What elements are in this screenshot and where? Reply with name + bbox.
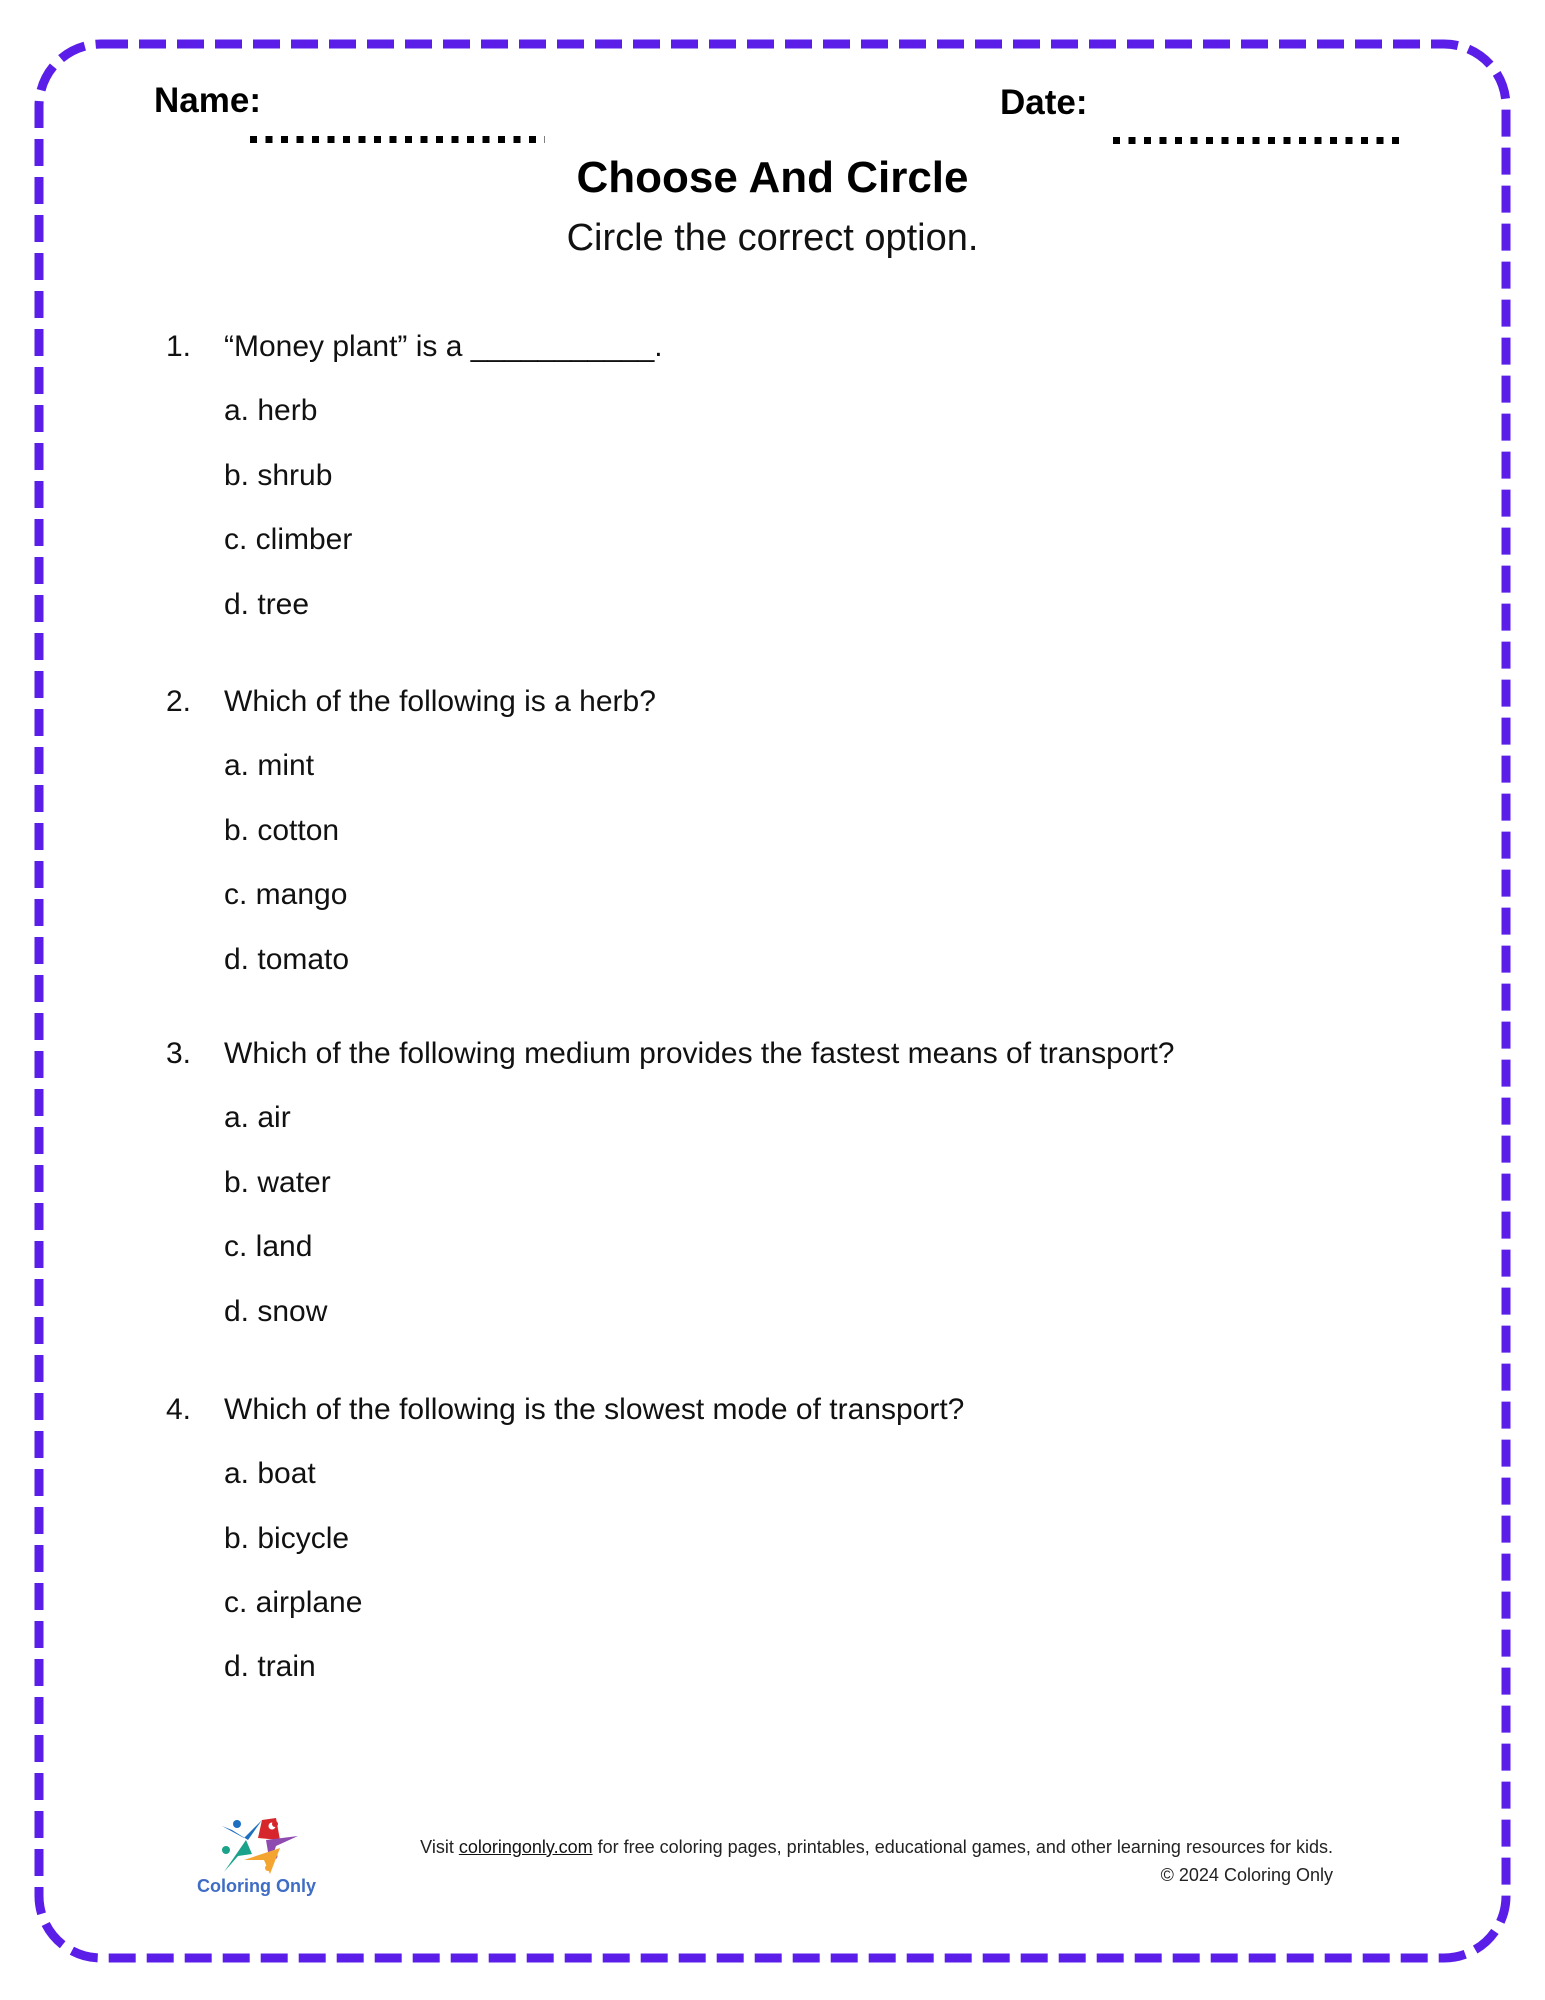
option-b[interactable]: b. water xyxy=(224,1166,331,1199)
colorful-star-people-logo-icon xyxy=(218,1816,302,1876)
option-c[interactable]: c. land xyxy=(224,1230,313,1263)
name-label: Name: xyxy=(154,81,261,120)
option-d[interactable]: d. snow xyxy=(224,1295,328,1328)
option-d[interactable]: d. tomato xyxy=(224,943,350,976)
footer-visit-prefix: Visit xyxy=(420,1837,459,1857)
option-c[interactable]: c. airplane xyxy=(224,1586,363,1619)
question-number: 1. xyxy=(166,330,192,363)
footer-visit-suffix: for free coloring pages, printables, educational games, and other learning resources for kids. xyxy=(592,1837,1333,1857)
date-input-line[interactable] xyxy=(1113,137,1403,144)
option-d[interactable]: d. train xyxy=(224,1650,316,1683)
copyright-text: © 2024 Coloring Only xyxy=(1160,1865,1333,1885)
logo-text: Coloring Only xyxy=(197,1876,316,1896)
name-input-line[interactable] xyxy=(250,136,545,143)
question-text: Which of the following is a herb? xyxy=(224,685,656,718)
date-label: Date: xyxy=(1000,83,1088,122)
option-a[interactable]: a. mint xyxy=(224,749,315,782)
question-text: Which of the following medium provides the fastest means of transport? xyxy=(224,1037,1175,1070)
option-a[interactable]: a. boat xyxy=(224,1457,316,1490)
option-b[interactable]: b. shrub xyxy=(224,459,333,492)
option-d[interactable]: d. tree xyxy=(224,588,310,621)
question-text: “Money plant” is a ___________. xyxy=(224,330,663,363)
option-b[interactable]: b. bicycle xyxy=(224,1522,350,1555)
option-c[interactable]: c. mango xyxy=(224,878,348,911)
question-number: 4. xyxy=(166,1393,192,1426)
option-b[interactable]: b. cotton xyxy=(224,814,340,847)
page-title: Choose And Circle xyxy=(576,153,969,202)
question-text: Which of the following is the slowest mode of transport? xyxy=(224,1393,965,1426)
option-a[interactable]: a. air xyxy=(224,1101,291,1134)
option-c[interactable]: c. climber xyxy=(224,523,353,556)
page-subtitle: Circle the correct option. xyxy=(566,217,979,259)
coloringonly-link[interactable]: coloringonly.com xyxy=(458,1837,593,1857)
question-number: 3. xyxy=(166,1037,192,1070)
option-a[interactable]: a. herb xyxy=(224,394,318,427)
question-number: 2. xyxy=(166,685,192,718)
footer-visit-line xyxy=(420,1838,1333,1856)
